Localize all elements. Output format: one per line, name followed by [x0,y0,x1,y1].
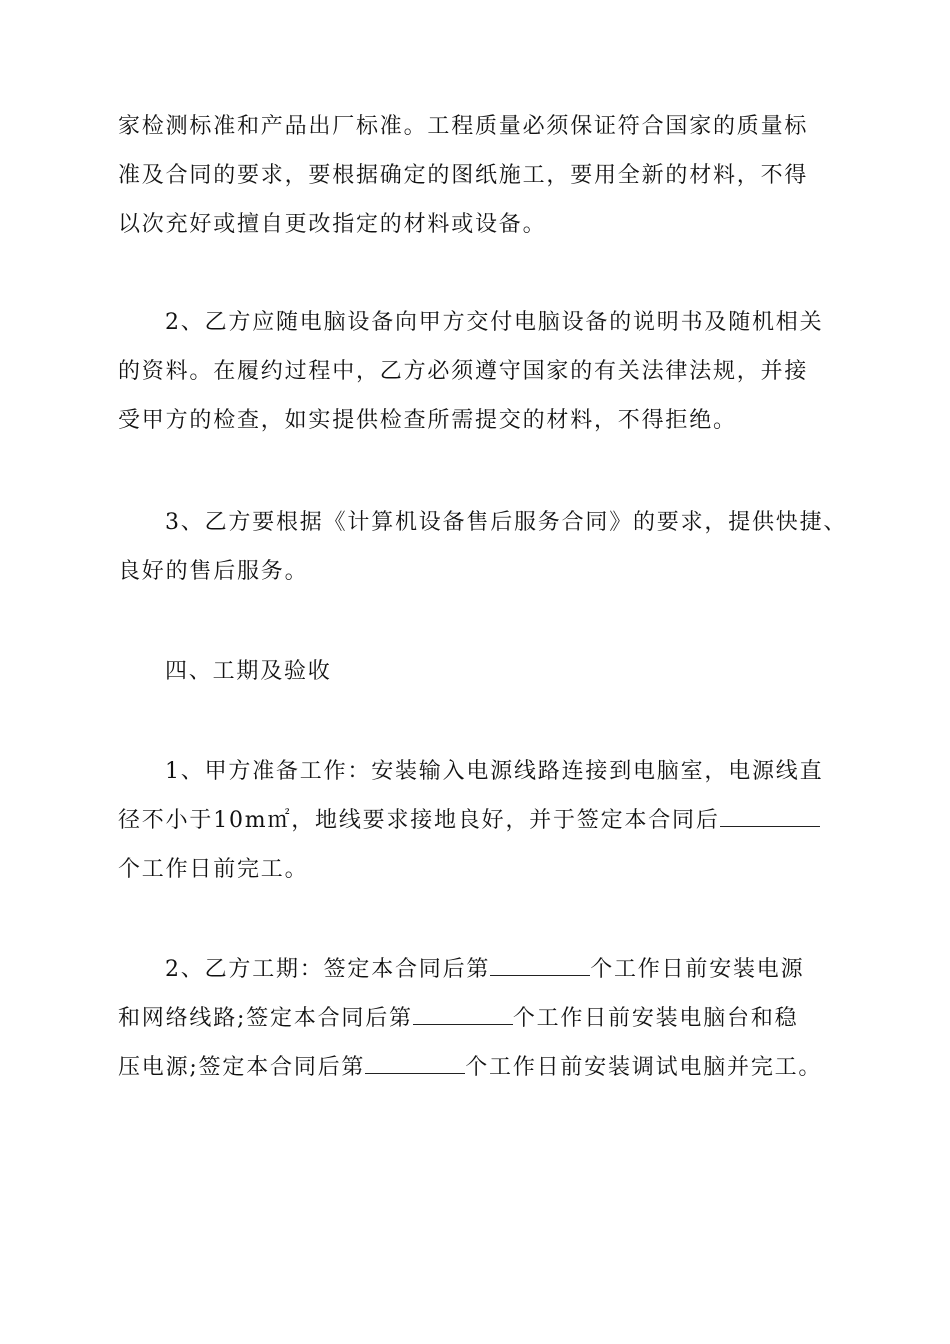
paragraph-line: 受甲方的检查，如实提供检查所需提交的材料，不得拒绝。 [118,408,737,433]
paragraph-line [118,806,820,836]
line-text: 压电源;签定本合同后第 [118,1055,366,1080]
line-text: 个工作日前安装电源 [590,957,805,982]
paragraph-line: 2、乙方应随电脑设备向甲方交付电脑设备的说明书及随机相关 [165,310,824,335]
line-text: 2、乙方工期：签定本合同后第 [165,957,491,982]
paragraph-line: 良好的售后服务。 [118,559,309,584]
line-text: 径不小于10m㎡，地线要求接地良好，并于签定本合同后 [118,808,720,833]
paragraph-line: 以次充好或擅自更改指定的材料或设备。 [118,212,547,237]
section-heading: 四、工期及验收 [165,659,332,684]
line-text: 和网络线路;签定本合同后第 [118,1006,413,1031]
paragraph-line [165,955,804,985]
paragraph-line: 的资料。在履约过程中，乙方必须遵守国家的有关法律法规，并接 [118,359,809,384]
line-text: 个工作日前安装调试电脑并完工。 [465,1055,823,1080]
fill-in-blank [720,808,820,827]
paragraph-line [118,1053,822,1083]
paragraph-line: 3、乙方要根据《计算机设备售后服务合同》的要求，提供快捷、 [165,510,848,535]
line-text: 个工作日前安装电脑台和稳 [512,1006,799,1031]
paragraph-line: 个工作日前完工。 [118,857,309,882]
paragraph-line: 1、甲方准备工作：安装输入电源线路连接到电脑室，电源线直 [165,759,824,784]
paragraph-line: 准及合同的要求，要根据确定的图纸施工，要用全新的材料，不得 [118,163,809,188]
fill-in-blank [413,1006,513,1025]
fill-in-blank [490,957,590,976]
paragraph-line: 家检测标准和产品出厂标准。工程质量必须保证符合国家的质量标 [118,114,809,139]
fill-in-blank [365,1055,465,1074]
paragraph-line [118,1004,798,1034]
